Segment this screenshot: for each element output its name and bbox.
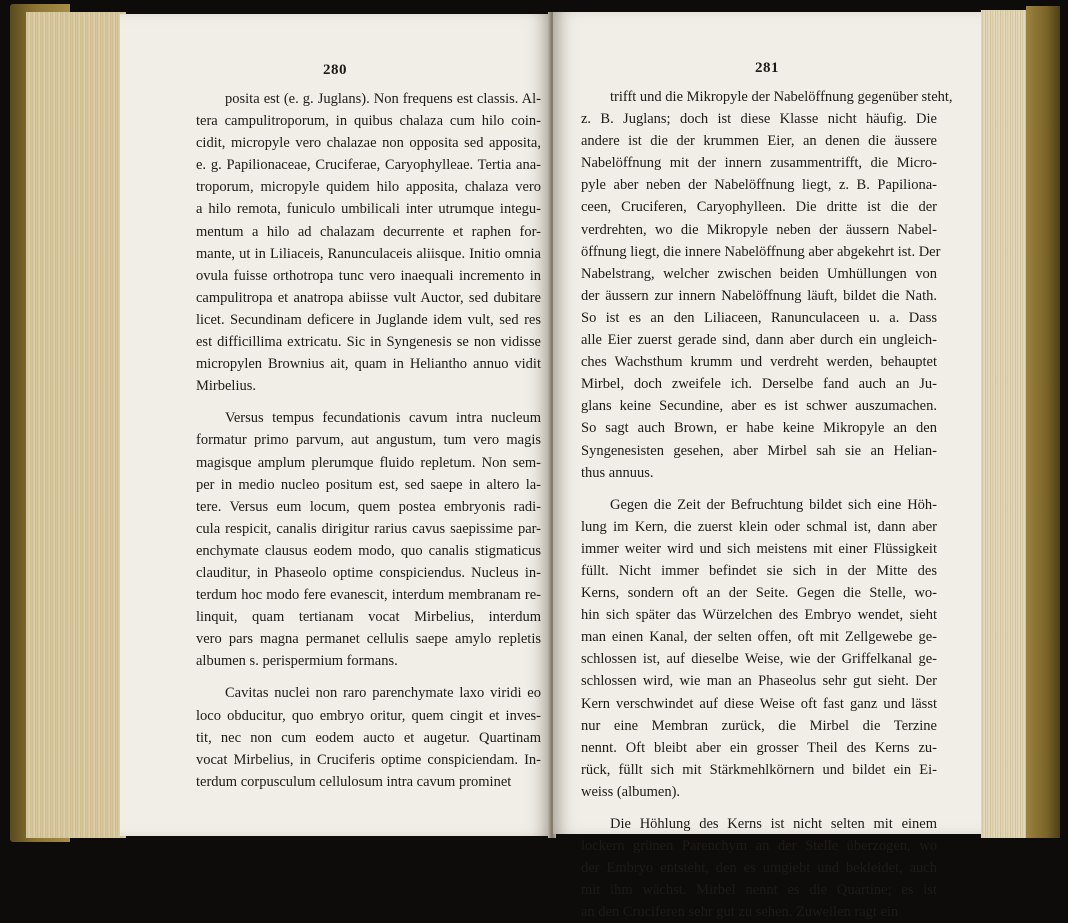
text-line: clauditur, in Phaseolo optime conspiciendus. Nucleus in- — [196, 564, 541, 581]
text-line: tere. Versus eum locum, quem postea embryonis radi- — [196, 498, 541, 515]
text-line: a hilo remota, funiculo umbilicali inter utrumque integu- — [196, 201, 541, 218]
text-line: linquit, quam tertianam vocat Mirbelius, interdum — [196, 609, 541, 626]
text-line: terdum corpusculum cellulosum intra cavum prominet — [196, 773, 512, 790]
left-page-number: 280 — [323, 62, 347, 78]
paragraph-gap — [196, 672, 541, 682]
text-line: Kern verschwindet auf diese Weise oft fast ganz und lässt — [581, 695, 937, 712]
text-line: glans keine Secundine, aber es ist schwer auszumachen. — [581, 398, 937, 415]
text-line: campulitropa et anatropa abiisse vult Auctor, sed dubitare — [196, 289, 541, 306]
right-page-text — [581, 86, 953, 923]
text-line: ches Wachsthum krumm und verdreht werden, behauptet — [581, 354, 937, 371]
left-page-text — [196, 88, 541, 793]
text-line: Gegen die Zeit der Befruchtung bildet sich eine Höh- — [610, 496, 937, 513]
text-line: enchymate clausus eodem modo, quo canalis stigmaticus — [196, 542, 541, 559]
text-line: Nabelöffnung mit der innern zusammentrifft, die Micro- — [581, 155, 937, 172]
text-line: der äussern zur innern Nabelöffnung läuft, bildet die Nath. — [581, 287, 937, 304]
text-line: lung im Kern, die zuerst klein oder schmal ist, dann aber — [581, 518, 937, 535]
paragraph-gap — [581, 484, 937, 494]
paragraph — [196, 407, 541, 672]
text-line: tit, nec non cum eodem aucto et augetur. Quartinam — [196, 729, 541, 746]
text-line: Nabelstrang, welcher zwischen beiden Umhüllungen von — [581, 265, 937, 282]
text-line: e. g. Papilionaceae, Cruciferae, Caryophylleae. Tertia ana- — [196, 157, 541, 174]
left-page-edges — [26, 12, 126, 838]
text-line: immer weiter wird und sich meistens mit einer Flüssigkeit — [581, 540, 937, 557]
paragraph-gap — [581, 803, 937, 813]
text-line: cidit, micropyle vero chalazae non opposita sed apposita, — [196, 135, 541, 152]
text-line: rück, füllt sich mit Stärkmehlkörnern und bildet ein Ei- — [581, 761, 937, 778]
text-line: micropylen Brownius ait, quam in Heliantho annuo vidit — [196, 356, 541, 373]
text-line: trifft und die Mikropyle der Nabelöffnung gegenüber steht, — [610, 89, 953, 105]
text-line: ceen, Cruciferen, Caryophylleen. Die dritte ist die der — [581, 199, 937, 216]
text-line: albumen s. perispermium formans. — [196, 653, 398, 670]
text-line: mentum a hilo ad chalazam decurrente et raphen for- — [196, 223, 541, 240]
text-line: posita est (e. g. Juglans). Non frequens est classis. Al- — [225, 91, 541, 107]
text-line: terdum hoc modo fere evanescit, interdum membranam re- — [196, 587, 541, 604]
text-line: schlossen wird, wie man an Phaseolus sehr gut sieht. Der — [581, 673, 937, 690]
text-line: hin sich später das Würzelchen des Embryo wendet, sieht — [581, 607, 937, 624]
text-line: Cavitas nuclei non raro parenchymate laxo viridi eo — [225, 685, 541, 702]
left-page — [120, 14, 550, 836]
text-line: mante, ut in Liliaceis, Ranunculaceis aliisque. Initio omnia — [196, 245, 541, 262]
right-page-number: 281 — [755, 60, 779, 76]
text-line: nur eine Membran zurück, die Mirbel die Terzine — [581, 717, 937, 734]
text-line: an den Cruciferen sehr gut zu sehen. Zuweilen ragt ein — [581, 904, 899, 921]
text-line: est difficillima extricatu. Sic in Syngenesis se non vidisse — [196, 334, 541, 351]
text-line: So sagt auch Brown, er habe keine Mikropyle an den — [581, 420, 937, 437]
text-line: pyle aber neben der Nabelöffnung liegt, z. B. Papiliona- — [581, 177, 937, 194]
paragraph-gap — [196, 397, 541, 407]
text-line: alle Eier zuerst gerade sind, dann aber durch ein ungleich- — [581, 332, 937, 349]
text-line: loco obducitur, quo embryo oritur, quem cingit et inves- — [196, 707, 541, 724]
text-line: per in medio nucleo positum est, sed saepe in altero la- — [196, 476, 541, 493]
text-line: der Embryo entsteht, den es umgiebt und bekleidet, auch — [581, 860, 937, 877]
paragraph — [581, 813, 937, 923]
text-line: thus annuus. — [581, 464, 654, 481]
text-line: So ist es an den Liliaceen, Ranunculaceen u. a. Dass — [581, 309, 937, 326]
right-page — [553, 12, 981, 921]
text-line: nennt. Oft bleibt aber ein grosser Theil des Kerns zu- — [581, 739, 937, 756]
right-page-edges — [981, 10, 1029, 838]
text-line: Syngenesisten gesehen, aber Mirbel sah sie an Helian- — [581, 442, 937, 459]
text-line: mit ihm wächst. Mirbel nennt es die Quartine; es ist — [581, 882, 937, 899]
text-line: magisque amplum plerumque fluido repletum. Non sem- — [196, 454, 541, 471]
right-cover-edge — [1026, 6, 1060, 838]
text-line: lockern grünen Parenchym an der Stelle überzogen, wo — [581, 838, 937, 855]
text-line: troporum, micropyle quidem hilo apposita, chalaza vero — [196, 179, 541, 196]
text-line: Mirbel, doch zweifele ich. Derselbe fand auch an Ju- — [581, 376, 937, 393]
text-line: füllt. Nicht immer befindet sie sich in der Mitte des — [581, 562, 937, 579]
text-line: öffnung liegt, die innere Nabelöffnung aber abgekehrt ist. Der — [581, 243, 941, 260]
paragraph — [581, 86, 953, 484]
text-line: formatur primo parvum, aut angustum, tum vero magis — [196, 432, 541, 449]
paragraph — [196, 682, 541, 792]
text-line: weiss (albumen). — [581, 783, 681, 800]
text-line: z. B. Juglans; doch ist diese Klasse nicht häufig. Die — [581, 111, 937, 128]
text-line: tera campulitroporum, in quibus chalaza cum hilo coin- — [196, 113, 541, 130]
text-line: schlossen ist, auf dieselbe Weise, wie der Griffelkanal ge- — [581, 651, 937, 668]
text-line: Die Höhlung des Kerns ist nicht selten mit einem — [610, 816, 937, 832]
text-line: verdrehten, wo die Mikropyle neben der äussern Nabel- — [581, 221, 937, 238]
paragraph — [196, 88, 541, 397]
text-line: Kerns, sondern oft an der Seite. Gegen die Stelle, wo- — [581, 585, 937, 602]
text-line: cula respicit, canalis dirigitur rarius cavus saepissime par- — [196, 520, 541, 537]
text-line: licet. Secundinam deficere in Juglande idem vult, sed res — [196, 311, 541, 328]
text-line: Versus tempus fecundationis cavum intra nucleum — [225, 410, 541, 427]
text-line: vero pars magna permanet cellulis saepe amylo repletis — [196, 631, 541, 648]
text-line: vocat Mirbelius, in Cruciferis optime conspiciendam. In- — [196, 751, 541, 768]
text-line: Mirbelius. — [196, 378, 257, 395]
paragraph — [581, 494, 937, 803]
text-line: andere ist die der krummen Eier, an denen die äussere — [581, 133, 937, 150]
text-line: man einen Kanal, der selten offen, oft mit Zellgewebe ge- — [581, 629, 937, 646]
text-line: ovula fuisse orthotropa tunc vero inaequali incremento in — [196, 267, 541, 284]
